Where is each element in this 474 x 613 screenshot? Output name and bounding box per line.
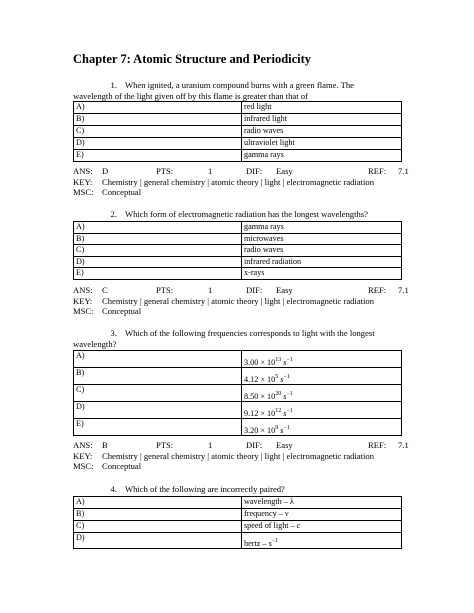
- pts-value: 1: [208, 440, 213, 450]
- choice-row: [74, 245, 402, 257]
- answer-meta-q1: [73, 166, 409, 198]
- ref-value: 7.1: [398, 166, 409, 176]
- choices-table-q2: [73, 221, 402, 280]
- dif-value: Easy: [276, 285, 293, 295]
- choice-text: ultraviolet light: [242, 138, 402, 150]
- choices-table-q1: [73, 101, 402, 162]
- ans-label: ANS:: [73, 166, 93, 176]
- choice-row: [74, 256, 402, 268]
- question-number: 4.: [110, 484, 117, 494]
- question-text: Which of the following are incorrectly paired?: [125, 484, 285, 494]
- key-value: Chemistry | general chemistry | atomic theory | light | electromagnetic radiation: [102, 450, 375, 461]
- choice-letter: A): [74, 222, 242, 234]
- choice-text: hertz – $s^{-1}$: [242, 533, 402, 549]
- choice-row: [74, 102, 402, 114]
- msc-label: MSC:: [73, 461, 94, 471]
- choice-row: [74, 150, 402, 162]
- pts-label: PTS:: [156, 166, 174, 176]
- key-label: KEY:: [73, 176, 93, 187]
- dif-label: DIF:: [246, 166, 263, 176]
- choice-text: $3.00 \times 10^{13}$ $s^{-1}$: [242, 351, 402, 368]
- msc-value: Conceptual: [102, 187, 142, 197]
- choice-letter: A): [74, 497, 242, 509]
- key-value: Chemistry | general chemistry | atomic theory | light | electromagnetic radiation: [102, 295, 375, 306]
- question-number: 3.: [110, 328, 117, 338]
- msc-label: MSC:: [73, 306, 94, 316]
- dif-value: Easy: [276, 166, 293, 176]
- choices-table-q3: [73, 350, 402, 436]
- choice-text: gamma rays: [242, 222, 402, 234]
- question-3: [73, 328, 403, 350]
- choice-text: microwaves: [242, 233, 402, 245]
- choice-letter: C): [74, 126, 242, 138]
- choice-row: [74, 497, 402, 509]
- key-label: KEY:: [73, 295, 93, 306]
- question-1: [73, 80, 403, 102]
- choice-row: [74, 222, 402, 234]
- dif-value: Easy: [276, 440, 293, 450]
- choice-text: infrared radiation: [242, 256, 402, 268]
- choice-letter: B): [74, 509, 242, 521]
- choice-row: [74, 268, 402, 280]
- choice-letter: B): [74, 233, 242, 245]
- choice-text: radio waves: [242, 245, 402, 257]
- choice-row: [74, 521, 402, 533]
- question-text-continued: wavelength?: [73, 339, 117, 349]
- choice-row: [74, 233, 402, 245]
- ref-value: 7.1: [398, 285, 409, 295]
- key-label: KEY:: [73, 450, 93, 461]
- ans-value: B: [102, 440, 108, 450]
- question-text: Which of the following frequencies corresponds to light with the longest: [125, 328, 375, 338]
- dif-label: DIF:: [246, 440, 263, 450]
- ans-label: ANS:: [73, 285, 93, 295]
- choice-row: [74, 351, 402, 368]
- question-4: [73, 484, 403, 495]
- choice-text: radio waves: [242, 126, 402, 138]
- question-text-continued: wavelength of the light given off by this flame is greater than that of: [73, 91, 308, 101]
- choice-text: x-rays: [242, 268, 402, 280]
- choice-row: [74, 368, 402, 385]
- choice-text: red light: [242, 102, 402, 114]
- answer-meta-q2: [73, 285, 409, 317]
- choice-letter: B): [74, 114, 242, 126]
- ref-label: REF:: [368, 440, 387, 450]
- choice-text: $9.12 \times 10^{12}$ $s^{-1}$: [242, 402, 402, 419]
- choice-letter: A): [74, 351, 242, 368]
- pts-value: 1: [208, 166, 213, 176]
- pts-label: PTS:: [156, 440, 174, 450]
- choice-letter: B): [74, 368, 242, 385]
- answer-meta-q3: [73, 440, 409, 472]
- choice-row: [74, 402, 402, 419]
- question-number: 2.: [110, 209, 117, 219]
- choice-text: frequency – ν: [242, 509, 402, 521]
- choice-text: $4.12 \times 10^5$ $s^{-1}$: [242, 368, 402, 385]
- choice-text: $8.50 \times 10^{20}$ $s^{-1}$: [242, 385, 402, 402]
- choice-row: [74, 126, 402, 138]
- choice-letter: D): [74, 256, 242, 268]
- ans-value: C: [102, 285, 108, 295]
- choices-table-q4: [73, 496, 402, 549]
- choice-letter: E): [74, 268, 242, 280]
- ref-value: 7.1: [398, 440, 409, 450]
- key-value: Chemistry | general chemistry | atomic theory | light | electromagnetic radiation: [102, 176, 375, 187]
- choice-letter: E): [74, 419, 242, 436]
- choice-row: [74, 533, 402, 549]
- choice-row: [74, 419, 402, 436]
- choice-letter: D): [74, 138, 242, 150]
- msc-label: MSC:: [73, 187, 94, 197]
- msc-value: Conceptual: [102, 306, 142, 316]
- ans-value: D: [102, 166, 109, 176]
- choice-text: gamma rays: [242, 150, 402, 162]
- question-2: [73, 209, 403, 220]
- choice-letter: C): [74, 385, 242, 402]
- chapter-title: Chapter 7: Atomic Structure and Periodicity: [73, 52, 312, 66]
- choice-row: [74, 114, 402, 126]
- question-text: When ignited, a uranium compound burns with a green flame. The: [125, 80, 354, 90]
- question-number: 1.: [110, 80, 117, 90]
- ref-label: REF:: [368, 166, 387, 176]
- choice-text: $3.20 \times 10^9$ $s^{-1}$: [242, 419, 402, 436]
- choice-letter: C): [74, 245, 242, 257]
- ref-label: REF:: [368, 285, 387, 295]
- choice-letter: D): [74, 402, 242, 419]
- dif-label: DIF:: [246, 285, 263, 295]
- choice-letter: E): [74, 150, 242, 162]
- ans-label: ANS:: [73, 440, 93, 450]
- question-text: Which form of electromagnetic radiation has the longest wavelengths?: [125, 209, 368, 219]
- choice-letter: D): [74, 533, 242, 549]
- pts-value: 1: [208, 285, 213, 295]
- choice-text: infrared light: [242, 114, 402, 126]
- choice-letter: C): [74, 521, 242, 533]
- choice-letter: A): [74, 102, 242, 114]
- msc-value: Conceptual: [102, 461, 142, 471]
- choice-row: [74, 509, 402, 521]
- choice-text: wavelength – λ: [242, 497, 402, 509]
- choice-row: [74, 138, 402, 150]
- pts-label: PTS:: [156, 285, 174, 295]
- choice-text: speed of light – c: [242, 521, 402, 533]
- choice-row: [74, 385, 402, 402]
